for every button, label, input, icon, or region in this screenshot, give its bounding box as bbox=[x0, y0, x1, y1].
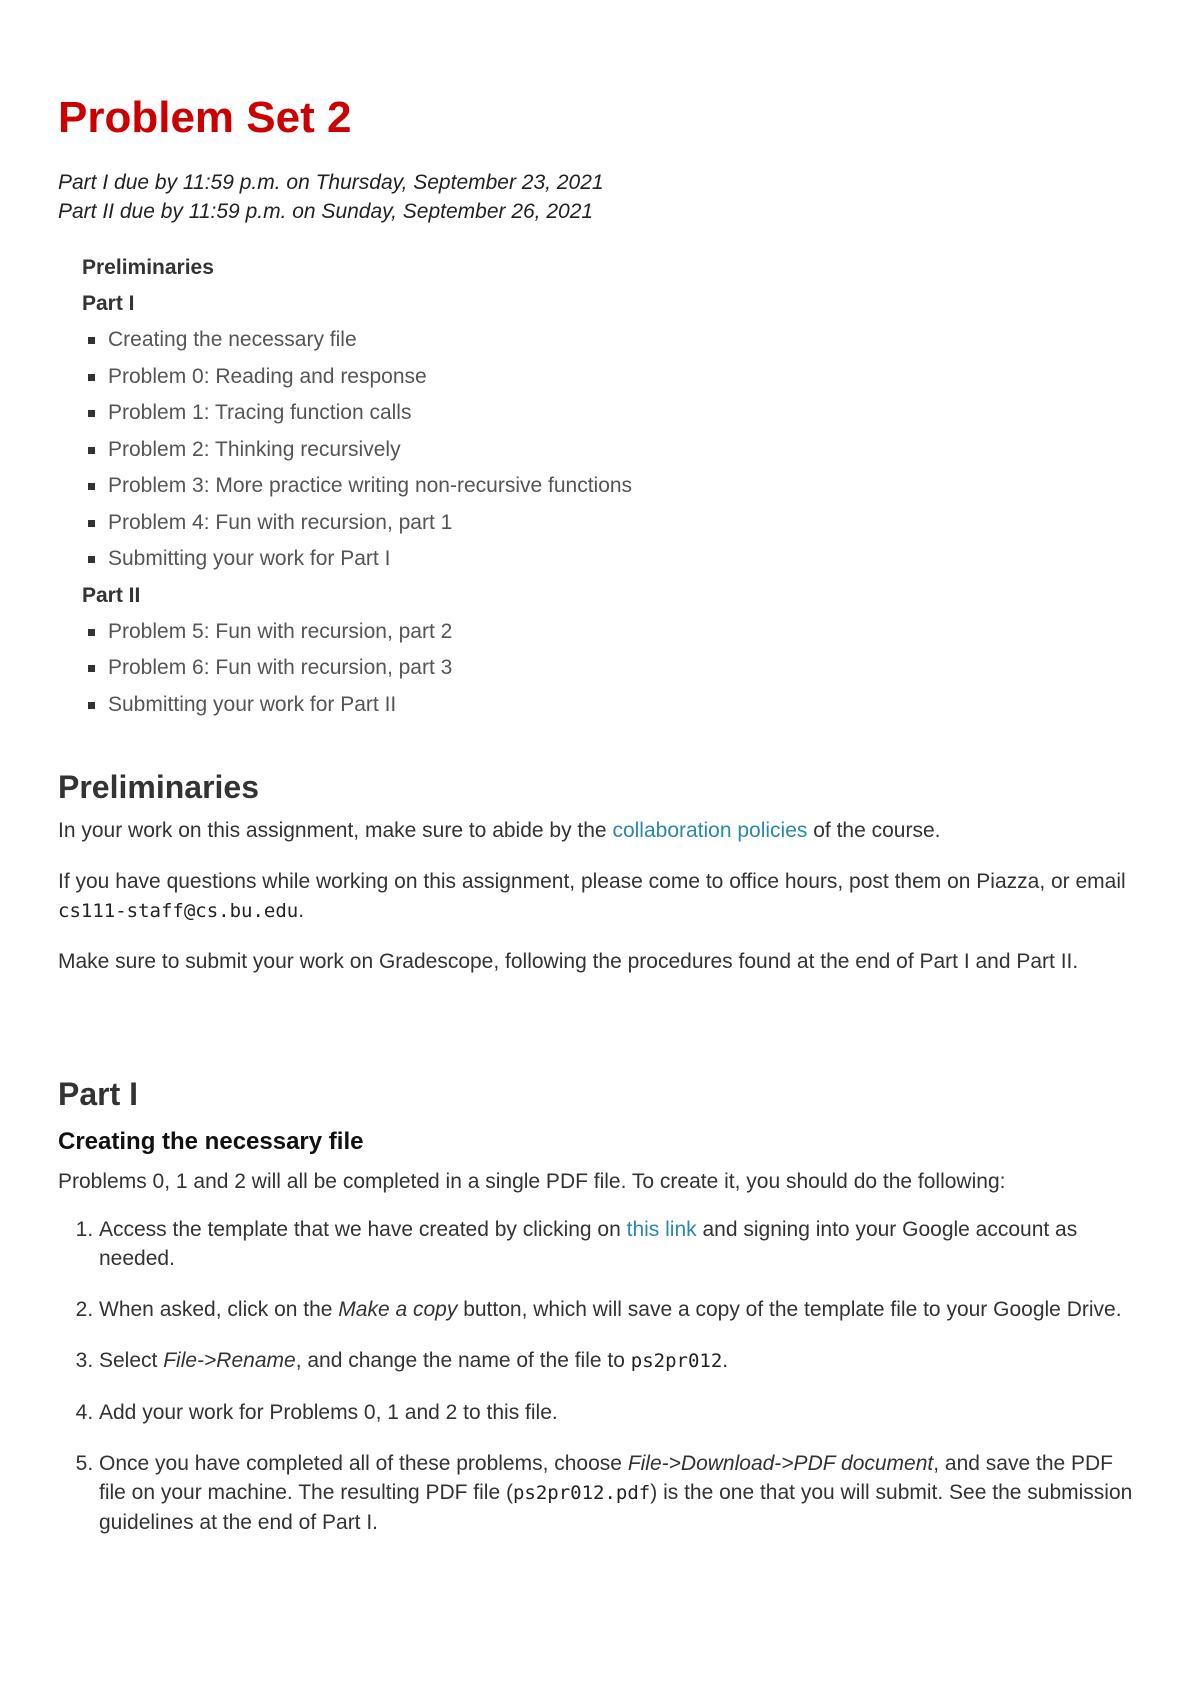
text-segment: , and change the name of the file to bbox=[295, 1348, 631, 1372]
make-a-copy-text: Make a copy bbox=[338, 1297, 458, 1321]
text-segment: and signing into your Google account as needed. bbox=[99, 1217, 1078, 1270]
collaboration-policies-link[interactable]: collaboration policies bbox=[612, 819, 808, 842]
toc-part2-heading[interactable]: Part II bbox=[82, 583, 141, 607]
toc-preliminaries[interactable]: Preliminaries bbox=[82, 256, 214, 279]
text-segment: ) is the one that you will submit. See the submission guidelines at the end of Part I. bbox=[99, 1480, 1133, 1534]
text-segment: When asked, click on the bbox=[99, 1297, 339, 1321]
filename-code: ps2pr012 bbox=[630, 1349, 723, 1372]
staff-email: cs111-staff@cs.bu.edu bbox=[58, 899, 299, 922]
text-segment: If you have questions while working on this assignment, please come to office hours, post them on Piazza, or email bbox=[58, 870, 1126, 894]
file-rename-text: File->Rename bbox=[163, 1348, 296, 1372]
collaboration-paragraph bbox=[58, 817, 1142, 845]
toc-item[interactable]: Submitting your work for Part I bbox=[82, 541, 1142, 578]
download-path-text: File->Download->PDF document bbox=[627, 1451, 934, 1475]
part1-intro: Problems 0, 1 and 2 will all be completed in a single PDF file. To create it, you should do the following: bbox=[58, 1170, 1006, 1194]
submission-paragraph: Make sure to submit your work on Gradescope, following the procedures found at the end of Part I and Part II. bbox=[58, 950, 1079, 974]
toc-part2-list bbox=[82, 614, 1142, 724]
due-date-part1: Part I due by 11:59 p.m. on Thursday, September 23, 2021 bbox=[58, 171, 604, 194]
toc-item[interactable]: Problem 2: Thinking recursively bbox=[82, 432, 1142, 469]
toc-item[interactable]: Problem 1: Tracing function calls bbox=[82, 395, 1142, 432]
steps-list bbox=[58, 1215, 1142, 1537]
step-item bbox=[99, 1346, 1142, 1376]
pdf-filename-code: ps2pr012.pdf bbox=[512, 1481, 651, 1504]
text-segment: of the course. bbox=[807, 819, 941, 842]
template-link[interactable]: this link bbox=[626, 1217, 697, 1241]
text-segment: button, which will save a copy of the template file to your Google Drive. bbox=[457, 1297, 1122, 1321]
page-title: Problem Set 2 bbox=[58, 93, 352, 142]
toc-item[interactable]: Problem 0: Reading and response bbox=[82, 359, 1142, 396]
table-of-contents bbox=[58, 250, 1142, 723]
preliminaries-heading: Preliminaries bbox=[58, 769, 259, 805]
text-segment: , and save the PDF file on your machine. The resulting PDF file ( bbox=[99, 1451, 1114, 1504]
step-item bbox=[99, 1295, 1142, 1324]
toc-item[interactable]: Creating the necessary file bbox=[82, 322, 1142, 359]
toc-item[interactable]: Problem 4: Fun with recursion, part 1 bbox=[82, 505, 1142, 542]
part1-heading: Part I bbox=[58, 1076, 139, 1113]
step-item bbox=[99, 1215, 1142, 1273]
text-segment: . bbox=[298, 898, 305, 922]
text-segment: Select bbox=[99, 1348, 164, 1372]
toc-item[interactable]: Problem 6: Fun with recursion, part 3 bbox=[82, 650, 1142, 687]
step-item bbox=[99, 1449, 1142, 1537]
due-date-part2: Part II due by 11:59 p.m. on Sunday, September 26, 2021 bbox=[58, 200, 594, 223]
text-segment: Once you have completed all of these problems, choose bbox=[99, 1451, 628, 1475]
toc-item[interactable]: Problem 3: More practice writing non-recursive functions bbox=[82, 468, 1142, 505]
creating-file-heading: Creating the necessary file bbox=[58, 1128, 364, 1156]
text-segment: In your work on this assignment, make sure to abide by the bbox=[58, 819, 613, 842]
toc-item[interactable]: Problem 5: Fun with recursion, part 2 bbox=[82, 614, 1142, 651]
due-dates bbox=[58, 168, 1142, 226]
toc-part1-list bbox=[82, 322, 1142, 578]
step-item: 4. Add your work for Problems 0, 1 and 2 to this file. bbox=[99, 1398, 1142, 1427]
text-segment: Access the template that we have created by clicking on bbox=[99, 1217, 627, 1241]
text-segment: . bbox=[722, 1348, 729, 1372]
questions-paragraph bbox=[58, 868, 1142, 925]
toc-item[interactable]: Submitting your work for Part II bbox=[82, 687, 1142, 724]
toc-part1-heading[interactable]: Part I bbox=[82, 292, 135, 315]
